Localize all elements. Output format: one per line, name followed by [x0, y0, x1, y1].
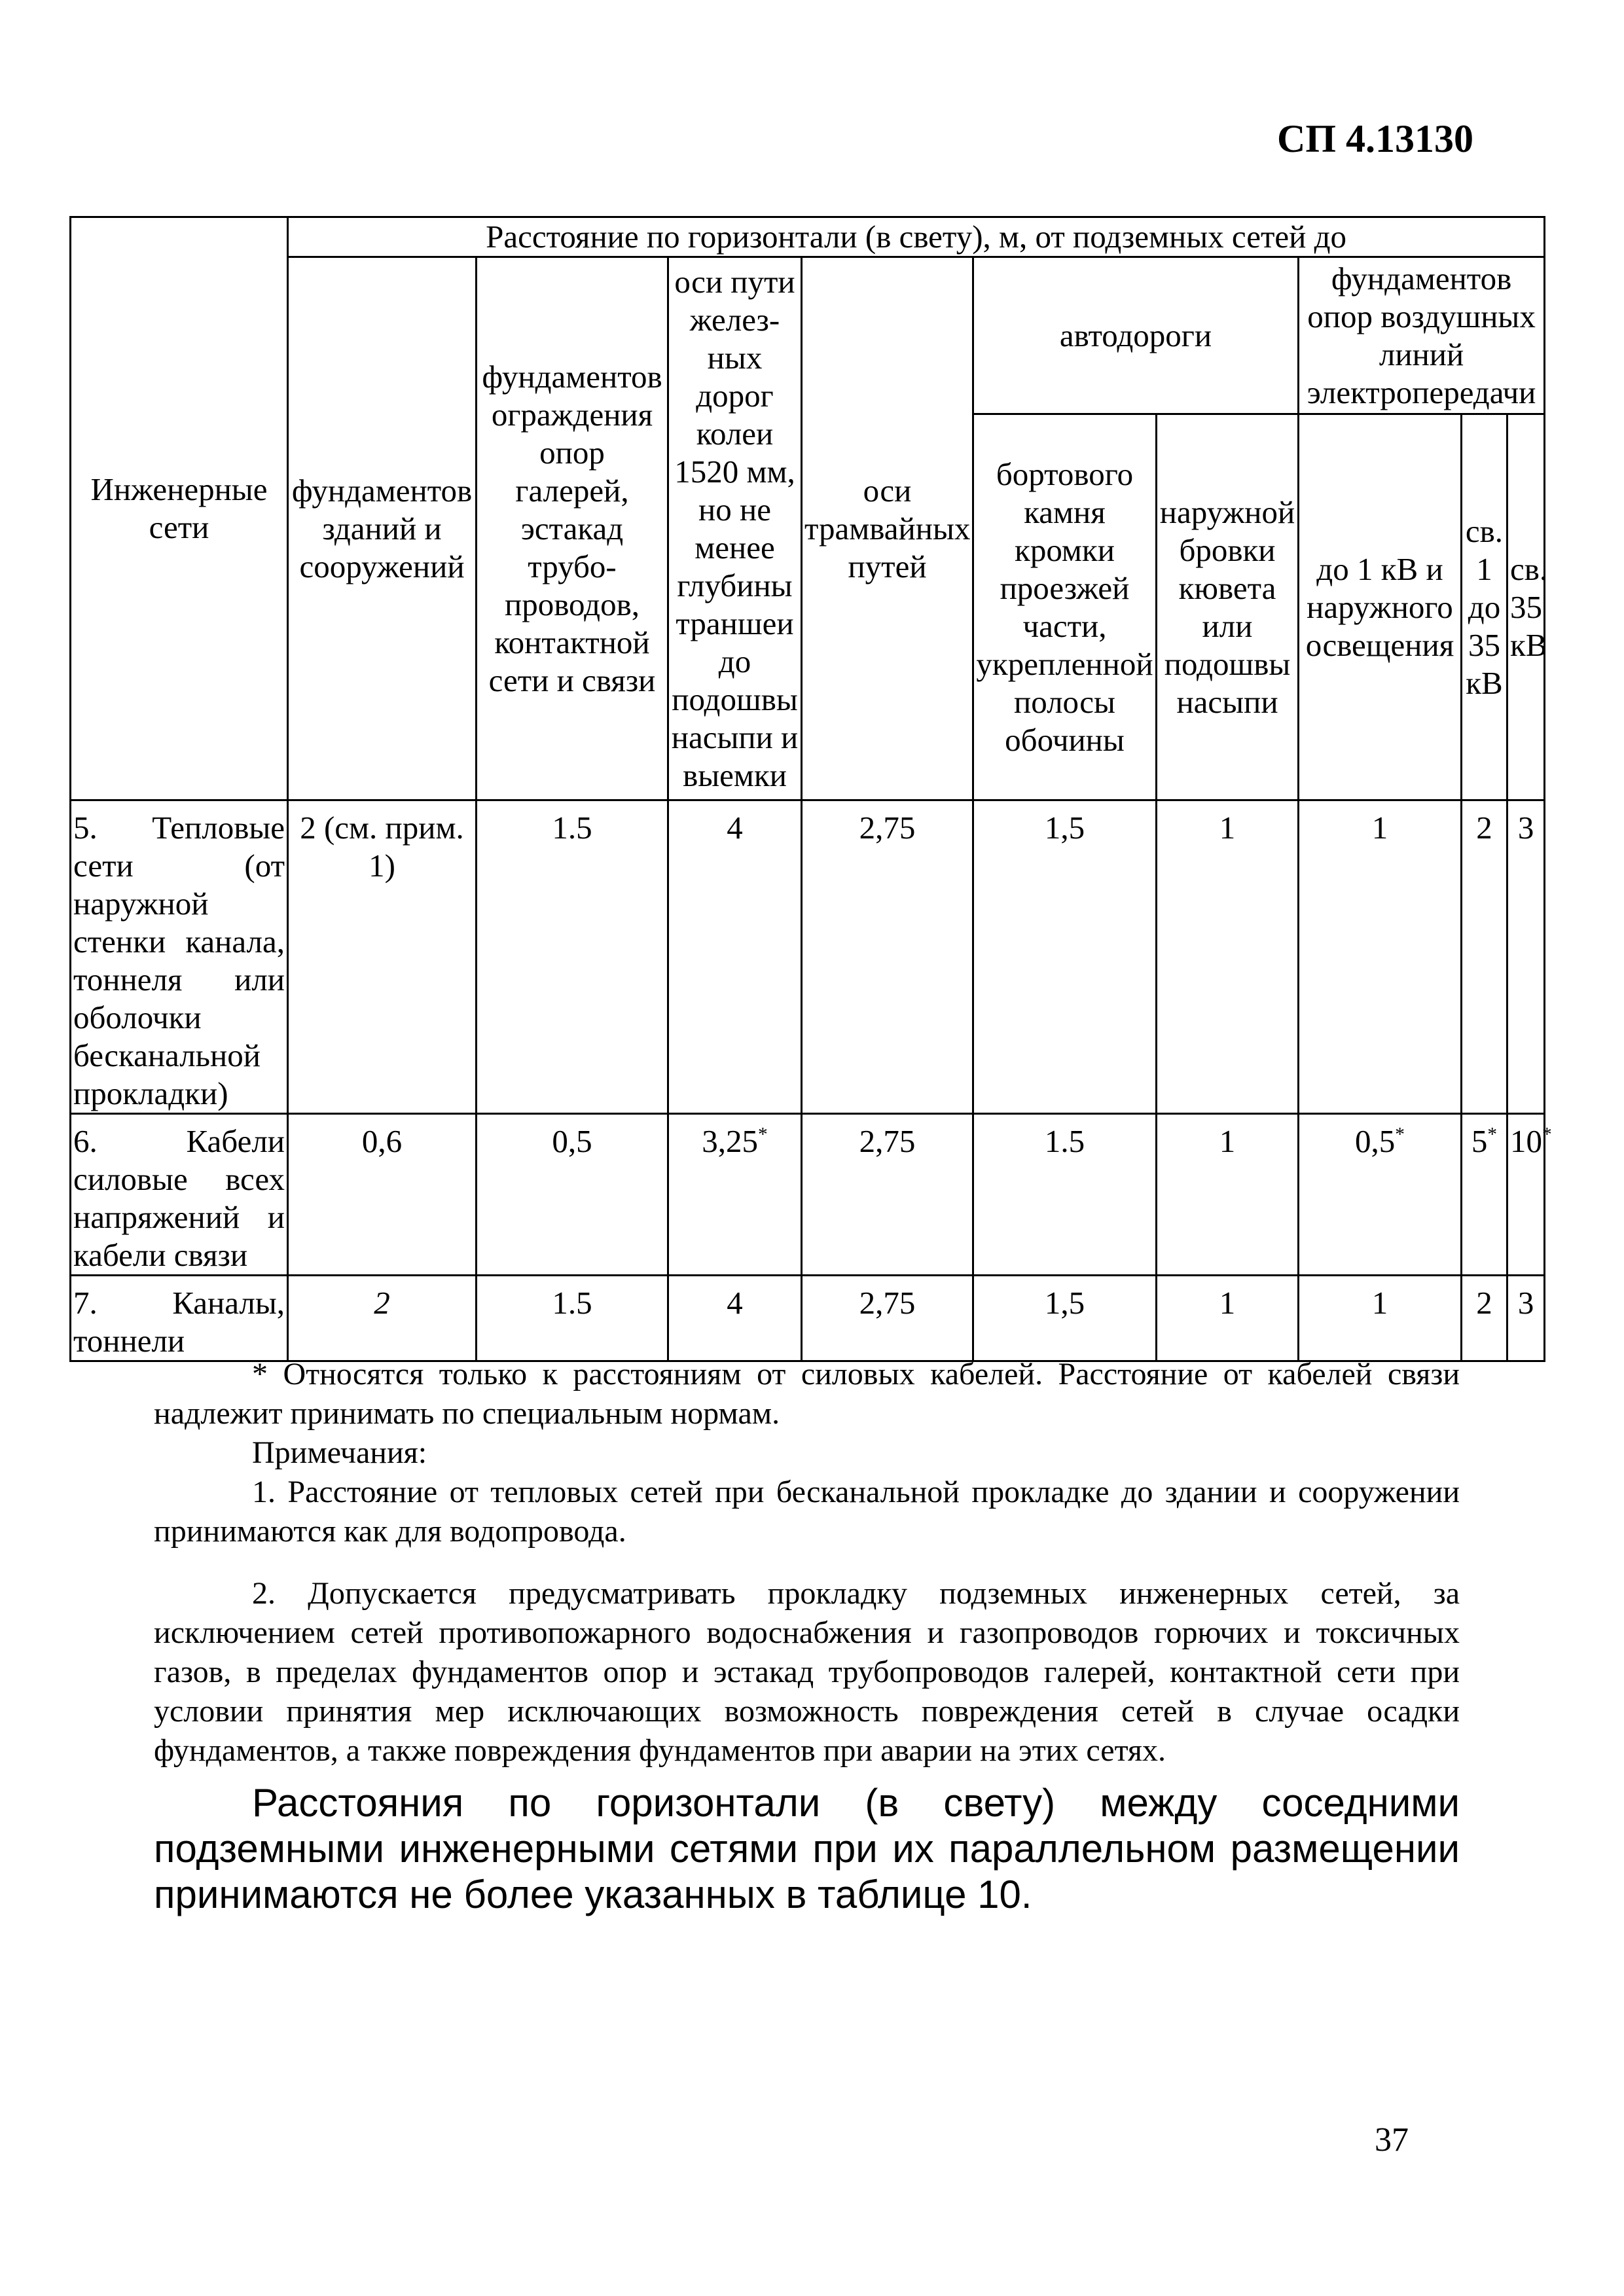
- cell-power-1kv: 1: [1299, 1276, 1462, 1361]
- header-railway: оси пути желез- ных дорог колеи 1520 мм, но не менее глубины траншеи до подошвы насыпи и выемки: [668, 257, 802, 800]
- cell-railway: 4: [668, 800, 802, 1114]
- cell-power-1kv: 1: [1299, 800, 1462, 1114]
- header-power: фундаментов опор воздушных линий электропередачи: [1299, 257, 1545, 414]
- footnote-mark: *: [1395, 1124, 1405, 1145]
- header-buildings: фундаментов зданий и сооружений: [288, 257, 477, 800]
- cell-power-1kv: [1299, 1114, 1462, 1276]
- footnote-mark: *: [1542, 1124, 1552, 1145]
- cell-buildings: 2: [288, 1276, 477, 1361]
- cell-power-1-35kv: 2: [1462, 800, 1507, 1114]
- distance-table: [69, 216, 1552, 1362]
- header-roads: автодороги: [973, 257, 1299, 414]
- cell-railway: [668, 1114, 802, 1276]
- note-1: 1. Расстояние от тепловых сетей при бесканальной прокладке до здании и сооружении принимаются как для водопровода.: [154, 1475, 1460, 1549]
- cell-roads-ditch: 1: [1157, 1276, 1299, 1361]
- cell-tram: 2,75: [802, 1114, 973, 1276]
- document-code: СП 4.13130: [1277, 117, 1473, 160]
- cell-fences: 1.5: [477, 800, 668, 1114]
- table-row: [71, 1114, 1545, 1276]
- power-35kv-value: 10: [1510, 1123, 1542, 1159]
- cell-roads-curb: 1.5: [973, 1114, 1157, 1276]
- cell-tram: 2,75: [802, 800, 973, 1114]
- header-power-1kv: до 1 кВ и наружного освещения: [1299, 414, 1462, 800]
- table-row: [71, 800, 1545, 1114]
- header-roads-curb: бортового камня кромки проезжей части, укрепленной полосы обочины: [973, 414, 1157, 800]
- railway-value: 3,25: [702, 1123, 759, 1159]
- table-caption: Расстояние по горизонтали (в свету), м, от подземных сетей до: [288, 217, 1545, 257]
- cell-roads-curb: 1,5: [973, 800, 1157, 1114]
- cell-power-1-35kv: [1462, 1114, 1507, 1276]
- header-fences: фундаментов ограждения опор галерей, эстакад трубо- проводов, контактной сети и связи: [477, 257, 668, 800]
- cell-roads-ditch: 1: [1157, 1114, 1299, 1276]
- cell-buildings: 0,6: [288, 1114, 477, 1276]
- table-row: [71, 1276, 1545, 1361]
- cell-buildings: 2 (см. прим. 1): [288, 800, 477, 1114]
- cell-power-1-35kv: 2: [1462, 1276, 1507, 1361]
- row-label: 6. Кабели силовые всех напряжений и кабели связи: [71, 1114, 288, 1276]
- header-roads-ditch: наружной бровки кювета или подошвы насыпи: [1157, 414, 1299, 800]
- cell-roads-ditch: 1: [1157, 800, 1299, 1114]
- cell-tram: 2,75: [802, 1276, 973, 1361]
- power-1-35kv-value: 5: [1471, 1123, 1488, 1159]
- header-tram: оси трамвайных путей: [802, 257, 973, 800]
- notes-title: Примечания:: [252, 1435, 427, 1470]
- row-label: 7. Каналы, тоннели: [71, 1276, 288, 1361]
- header-networks: Инженерные сети: [71, 217, 288, 800]
- cell-fences: 1.5: [477, 1276, 668, 1361]
- notes-block: [154, 1355, 1460, 1770]
- closing-paragraph: Расстояния по горизонтали (в свету) между соседними подземными инженерными сетями при их параллельном размещении принимаются не более указанных в таблице 10.: [154, 1781, 1460, 1916]
- header-power-35kv: св. 35 кВ: [1507, 414, 1545, 800]
- footnote-mark: *: [1487, 1124, 1498, 1145]
- footnote-text: * Относятся только к расстояниям от силовых кабелей. Расстояние от кабелей связи надлежит принимать по специальным нормам.: [154, 1357, 1460, 1431]
- row-label: 5. Тепловые сети (от наружной стенки канала, тоннеля или оболочки бесканальной прокладки): [71, 800, 288, 1114]
- cell-railway: 4: [668, 1276, 802, 1361]
- cell-fences: 0,5: [477, 1114, 668, 1276]
- page-number: 37: [1375, 2121, 1409, 2159]
- cell-power-35kv: 3: [1507, 1276, 1545, 1361]
- note-2: 2. Допускается предусматривать прокладку подземных инженерных сетей, за исключением сетей противопожарного водоснабжения и газопроводов горючих и токсичных газов, в пределах фундаментов опор и эстакад трубопроводов галерей, контактной сети при условии принятия мер исключающих возможность повреждения сетей в случае осадки фундаментов, а также повреждения фундаментов при аварии на этих сетях.: [154, 1576, 1460, 1768]
- cell-power-35kv: 3: [1507, 800, 1545, 1114]
- power-1kv-value: 0,5: [1355, 1123, 1396, 1159]
- cell-roads-curb: 1,5: [973, 1276, 1157, 1361]
- cell-power-35kv: [1507, 1114, 1552, 1276]
- footnote-mark: *: [758, 1124, 768, 1145]
- header-power-1-35kv: св. 1 до 35 кВ: [1462, 414, 1507, 800]
